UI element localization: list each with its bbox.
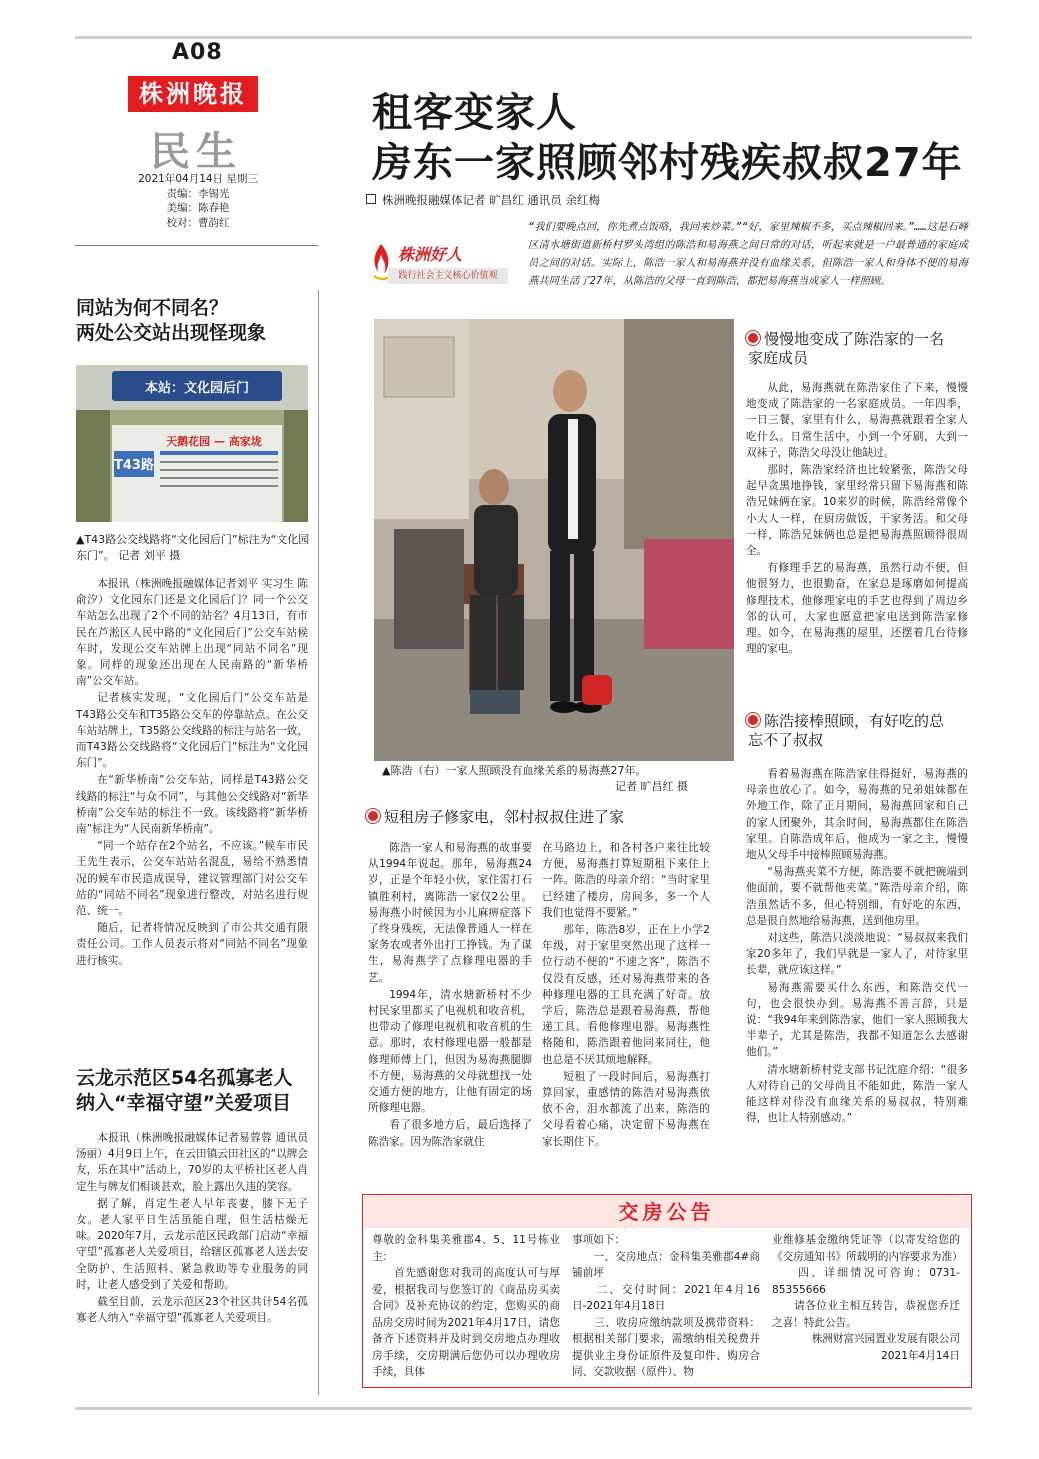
- notice-paragraph: 业维修基金缴纳凭证等（以寄发给您的《交房通知书》所载明的内容要求为准）: [772, 1234, 963, 1263]
- notice-paragraph: 四、详细情况可咨询：0731-85355666: [772, 1267, 960, 1296]
- paragraph: 从此，易海燕就在陈浩家住了下来，慢慢地变成了陈浩家的一名家庭成员。一年四季，一日三餐，家里有什么，易海燕就跟着全家人吃什么。日常生活中，小到一个牙刷，大到一双袜子，陈浩父母没让他缺过。: [746, 382, 968, 459]
- bus-headline-line1: 同站为何不同名？: [76, 297, 229, 319]
- bus-headline-line2: 两处公交站出现怪现象: [76, 322, 267, 344]
- bus-photo-caption: ▲T43路公交线路将“文化园后门”标注为“文化园东门”。 记者 刘平 摄: [76, 533, 310, 562]
- paragraph: 有修理手艺的易海燕，虽然行动不便，但他很努力，也很勤奋，在家总是琢磨如何提高修理技术，他修理家电的手艺也得到了周边乡邻的认可，大家也愿意把家电送到陈浩家修理。如今，在易海燕的屋里，还摆着几台待修理的家电。: [746, 562, 968, 656]
- paragraph: 清水塘新桥村党支部书记沈庭介绍：“很多人对待自己的父母尚且不能如此，陈浩一家人能这样对待没有血缘关系的易叔叔，特别难得，也让人特别感动。”: [746, 1063, 968, 1125]
- lead-subhead-1: [368, 808, 728, 827]
- good-person-badge: [368, 238, 510, 292]
- lead-subhead-3: [748, 712, 956, 750]
- lead-intro: “我们要晚点回，你先煮点饭咯，我回来炒菜。”“好，家里辣椒不多，买点辣椒回来。”……这是石峰区清水塘街道新桥村罗头湾组的陈浩和易海燕之间日常的对话，听起来就是一户最普通的家庭成员之间的对话。实际上，陈浩一家人和易海燕并没有血缘关系，但陈浩一家人和身体不便的易海燕共同生活了27年，从陈浩的父母一直到陈浩，都把易海燕当成家人一样照顾。: [528, 221, 968, 287]
- paragraph: 截至目前，云龙示范区23个社区共计54名孤寡老人纳入“幸福守望”孤寡老人关爱项目。: [76, 1296, 308, 1325]
- caption-text: ▲陈浩（右）一家人照顾没有血缘关系的易海燕27年。: [382, 764, 647, 777]
- notice-date: 2021年4月14日: [881, 1349, 960, 1362]
- paragraph: 那时，陈浩家经济也比较紧张，陈浩父母起早贪黑地挣钱，家里经常只留下易海燕和陈浩兄妹俩在家。10来岁的时候，陈浩经常像个小大人一样，在厨房做饭，干家务活。和父母一样，陈浩兄妹俩也总是把易海燕照顾得很周全。: [746, 464, 968, 558]
- lead-headline-line2: 房东一家照顾邻村残疾叔叔27年: [372, 140, 963, 186]
- bus-stop-photo: [76, 365, 308, 522]
- paragraph: 记者核实发现，“文化园后门”公交车站是T43路公交车和T35路公交车的停靠站点。在公交车站站牌上，T35路公交线路的标注与站名一致，而T43路公交线路将“文化园后门”标注为“文化园东门”。: [76, 692, 308, 770]
- newspaper-logo: 株洲晚报: [128, 76, 258, 112]
- paragraph: 本报讯（株洲晚报融媒体记者易蓉蓉 通讯员 汤丽）4月9日上午，在云田镇云田社区的“以牌会友，乐在其中”活动上，70岁的太平桥社区老人肖定生与牌友们相谈甚欢，脸上露出久违的笑容。: [76, 1132, 308, 1193]
- sign-stops-text: 天鹅花园 — 高家垅: [166, 435, 262, 448]
- paragraph: 看了很多地方后，最后选择了陈浩家。因为陈浩家就住: [368, 1119, 532, 1148]
- bottom-rule: [75, 1407, 972, 1410]
- lead-headline: [372, 88, 963, 188]
- lead-headline-line1: 租客变家人: [372, 90, 577, 136]
- bus-stop-illustration: [76, 365, 308, 522]
- paragraph: 据了解，肖定生老人早年丧妻，膝下无子女。老人家平日生活虽能自理，但生活枯燥无味。2020年7月，云龙示范区民政部门启动“幸福守望”孤寡老人关爱项目，给辖区孤寡老人送去安全防护、生活照料、紧急救助等专业服务的同时，让老人感受到了关爱和帮助。: [76, 1197, 308, 1291]
- subhead-1-text: 短租房子修家电，邻村叔叔住进了家: [384, 808, 625, 826]
- caption-credit: 记者 旷昌红 摄: [615, 780, 688, 793]
- paragraph: 本报讯（株洲晚报融媒体记者刘平 实习生 陈俞汐）文化园东门还是文化园后门？同一个公交车站怎么出现了2个不同的站名？4月13日，有市民在芦淞区人民中路的“文化园后门”公交车站候车时，发现公交车站牌上出现“同站不同名”现象。同样的现象还出现在人民南路的“新华桥南”公交车站。: [76, 578, 308, 688]
- elderly-story-body: [76, 1130, 308, 1327]
- bullet-icon: [748, 715, 758, 725]
- paragraph: 随后，记者将情况反映到了市公共交通有限责任公司。工作人员表示将对“同站不同名”现象进行核实。: [76, 922, 308, 967]
- sign-top-text: 本站：文化园后门: [144, 381, 250, 396]
- paragraph: 在“新华桥南”公交车站，同样是T43路公交线路的标注“与众不同”，与其他公交线路对“新华桥南”公交车站的标注不一致。该线路将“新华桥南”标注为“人民南新华桥南”。: [76, 774, 308, 836]
- notice-column-3: [772, 1232, 963, 1364]
- notice-column-1: [372, 1232, 560, 1381]
- photo-illustration: [374, 319, 734, 761]
- notice-paragraph: 一、交房地点：金科集美雅郡4#商铺前坪: [572, 1250, 760, 1279]
- elderly-headline-line2: 纳入“幸福守望”关爱项目: [76, 1092, 291, 1114]
- section-title: 民生: [150, 128, 242, 175]
- lead-column-3a: [746, 380, 968, 658]
- edition-date: 2021年04月14日 星期三: [138, 173, 258, 185]
- paragraph: 在马路边上，和各村各户来往比较方便，易海燕打算短期租下来住上一阵。陈浩的母亲介绍：“当时家里已经建了楼房，房间多，多一个人我们也觉得不要紧。”: [542, 842, 710, 919]
- badge-subtitle: 践行社会主义核心价值观: [388, 268, 508, 284]
- notice-title: 交房公告: [618, 1200, 715, 1224]
- lead-subhead-2: [748, 330, 956, 368]
- edition-meta: [128, 172, 268, 230]
- proofreader: 校对：曹韵红: [166, 216, 230, 229]
- notice-paragraph: 二、交付时间：2021年4月16日-2021年4月18日: [572, 1283, 760, 1312]
- top-rule: [75, 36, 972, 39]
- elderly-story-headline: [76, 1066, 316, 1116]
- bus-story-body: [76, 576, 308, 970]
- page-number: A08: [172, 40, 223, 65]
- notice-column-2: [572, 1232, 760, 1381]
- byline-box-icon: [366, 194, 376, 204]
- notice-paragraph: 三、收房应缴纳款项及携带资料：根据相关部门要求，需缴纳相关税费并提供业主身份证原件及复印件、购房合同、交款收据（原件）、物: [572, 1316, 760, 1378]
- paragraph: 易海燕需要买什么东西，和陈浩交代一句，也会很快办到。易海燕不善言辞，只是说：“我94年来到陈浩家，他们一家人照顾我大半辈子，尤其是陈浩，我都不知道怎么去感谢他们。”: [746, 981, 968, 1059]
- lead-byline: [366, 192, 600, 208]
- lead-column-2: [542, 840, 710, 1151]
- bullet-icon: [368, 811, 378, 821]
- paragraph: 看着易海燕在陈浩家住得挺好，易海燕的母亲也放心了。如今，易海燕的兄弟姐妹都在外地工作，除了正月期间，易海燕回家和自己的家人团聚外，其余时间，易海燕都住在陈浩家里。自陈浩成年后，他成为一家之主，慢慢地从父母手中接棒照顾易海燕。: [746, 768, 968, 862]
- paragraph: “同一个站存在2个站名，不应该。”候车市民王先生表示，公交车站站名混乱，易给不熟悉情况的候车市民造成误导，建议管理部门对公交车站的“同站不同名”现象进行整改，对站名进行规范、统一。: [76, 840, 308, 918]
- art-editor: 美编：陈春艳: [166, 202, 230, 214]
- notice-paragraph: 请各位业主相互转告，恭祝您乔迁之喜！特此公告。: [772, 1300, 960, 1329]
- paragraph: 那年，陈浩8岁，正在上小学2年级，对于家里突然出现了这样一位行动不便的“不速之客”，陈浩不仅没有反感，还对易海燕带来的各种修理电器的工具充满了好奇。放学后，陈浩总是跟着易海燕，帮他递工具、看他修理电器。易海燕性格随和，陈浩跟着他同来同往，他也总是不厌其烦地解释。: [542, 924, 710, 1066]
- left-column-rule: [75, 245, 318, 246]
- lead-photo: [374, 319, 734, 761]
- paragraph: 对这些，陈浩只淡淡地说：“易叔叔来我们家20多年了，我们早就是一家人了，对待家里长辈，就应该这样。”: [746, 932, 968, 977]
- elderly-headline-line1: 云龙示范区54名孤寡老人: [76, 1067, 293, 1089]
- badge-title: 株洲好人: [398, 245, 463, 264]
- notice-paragraph: 事项如下：: [572, 1234, 625, 1246]
- lead-column-1: [368, 840, 532, 1151]
- subhead-2-text: 慢慢地变成了陈浩家的一名家庭成员: [748, 330, 945, 367]
- paragraph: “易海燕夹菜不方便，陈浩要不就把碗端到他面前，要不就帮他夹菜。”陈浩母亲介绍，陈浩虽然话不多，但心特别细，有好吃的东西，总是很自然地给易海燕，送到他房里。: [746, 866, 968, 927]
- column-divider: [318, 290, 319, 1395]
- bullet-icon: [748, 333, 758, 343]
- notice-paragraph: 尊敬的金科集美雅郡4、5、11号栋业主：: [372, 1234, 560, 1263]
- sign-route-text: T43路: [114, 458, 154, 473]
- bus-story-headline: [76, 296, 316, 346]
- notice-signature: 株洲财富兴园置业发展有限公司: [811, 1333, 960, 1345]
- lead-column-3b: [746, 766, 968, 1127]
- paragraph: 1994年，清水塘新桥村不少村民家里都买了电视机和收音机，也带动了修理电视机和收音机的生意。那时，农村修理电器一般都是修理师傅上门，但因为易海燕腿脚不方便，易海燕的父母就想找一处交通方便的地方，让他有固定的场所修理电器。: [368, 988, 532, 1115]
- lead-photo-caption: [382, 763, 722, 795]
- paragraph: 短租了一段时间后，易海燕打算回家，重感情的陈浩对易海燕依依不舍，泪水都流了出来，陈浩的父母看着心痛，决定留下易海燕在家长期住下。: [542, 1070, 710, 1148]
- subhead-3-text: 陈浩接棒照顾，有好吃的总忘不了叔叔: [748, 712, 945, 749]
- paragraph: 陈浩一家人和易海燕的故事要从1994年说起。那年，易海燕24岁，正是个年轻小伙，家住雷打石镇胜利村，离陈浩一家仅2公里。易海燕小时候因为小儿麻痹症落下了终身残疾，无法像普通人一样在家务农或者外出打工挣钱。为了谋生，易海燕学了点修理电器的手艺。: [368, 842, 532, 984]
- byline-text: 株洲晚报融媒体记者 旷昌红 通讯员 余红梅: [382, 193, 600, 207]
- notice-paragraph: 首先感谢您对我司的高度认可与厚爱，根据我司与您签订的《商品房买卖合同》及补充协议的约定，您购买的商品房交房时间为2021年4月17日，请您备齐下述资料并及时到交房地点办理收房手续，交房期满后您仍可以办理收房手续，具体: [372, 1267, 560, 1378]
- editor: 责编：李锡光: [166, 187, 230, 200]
